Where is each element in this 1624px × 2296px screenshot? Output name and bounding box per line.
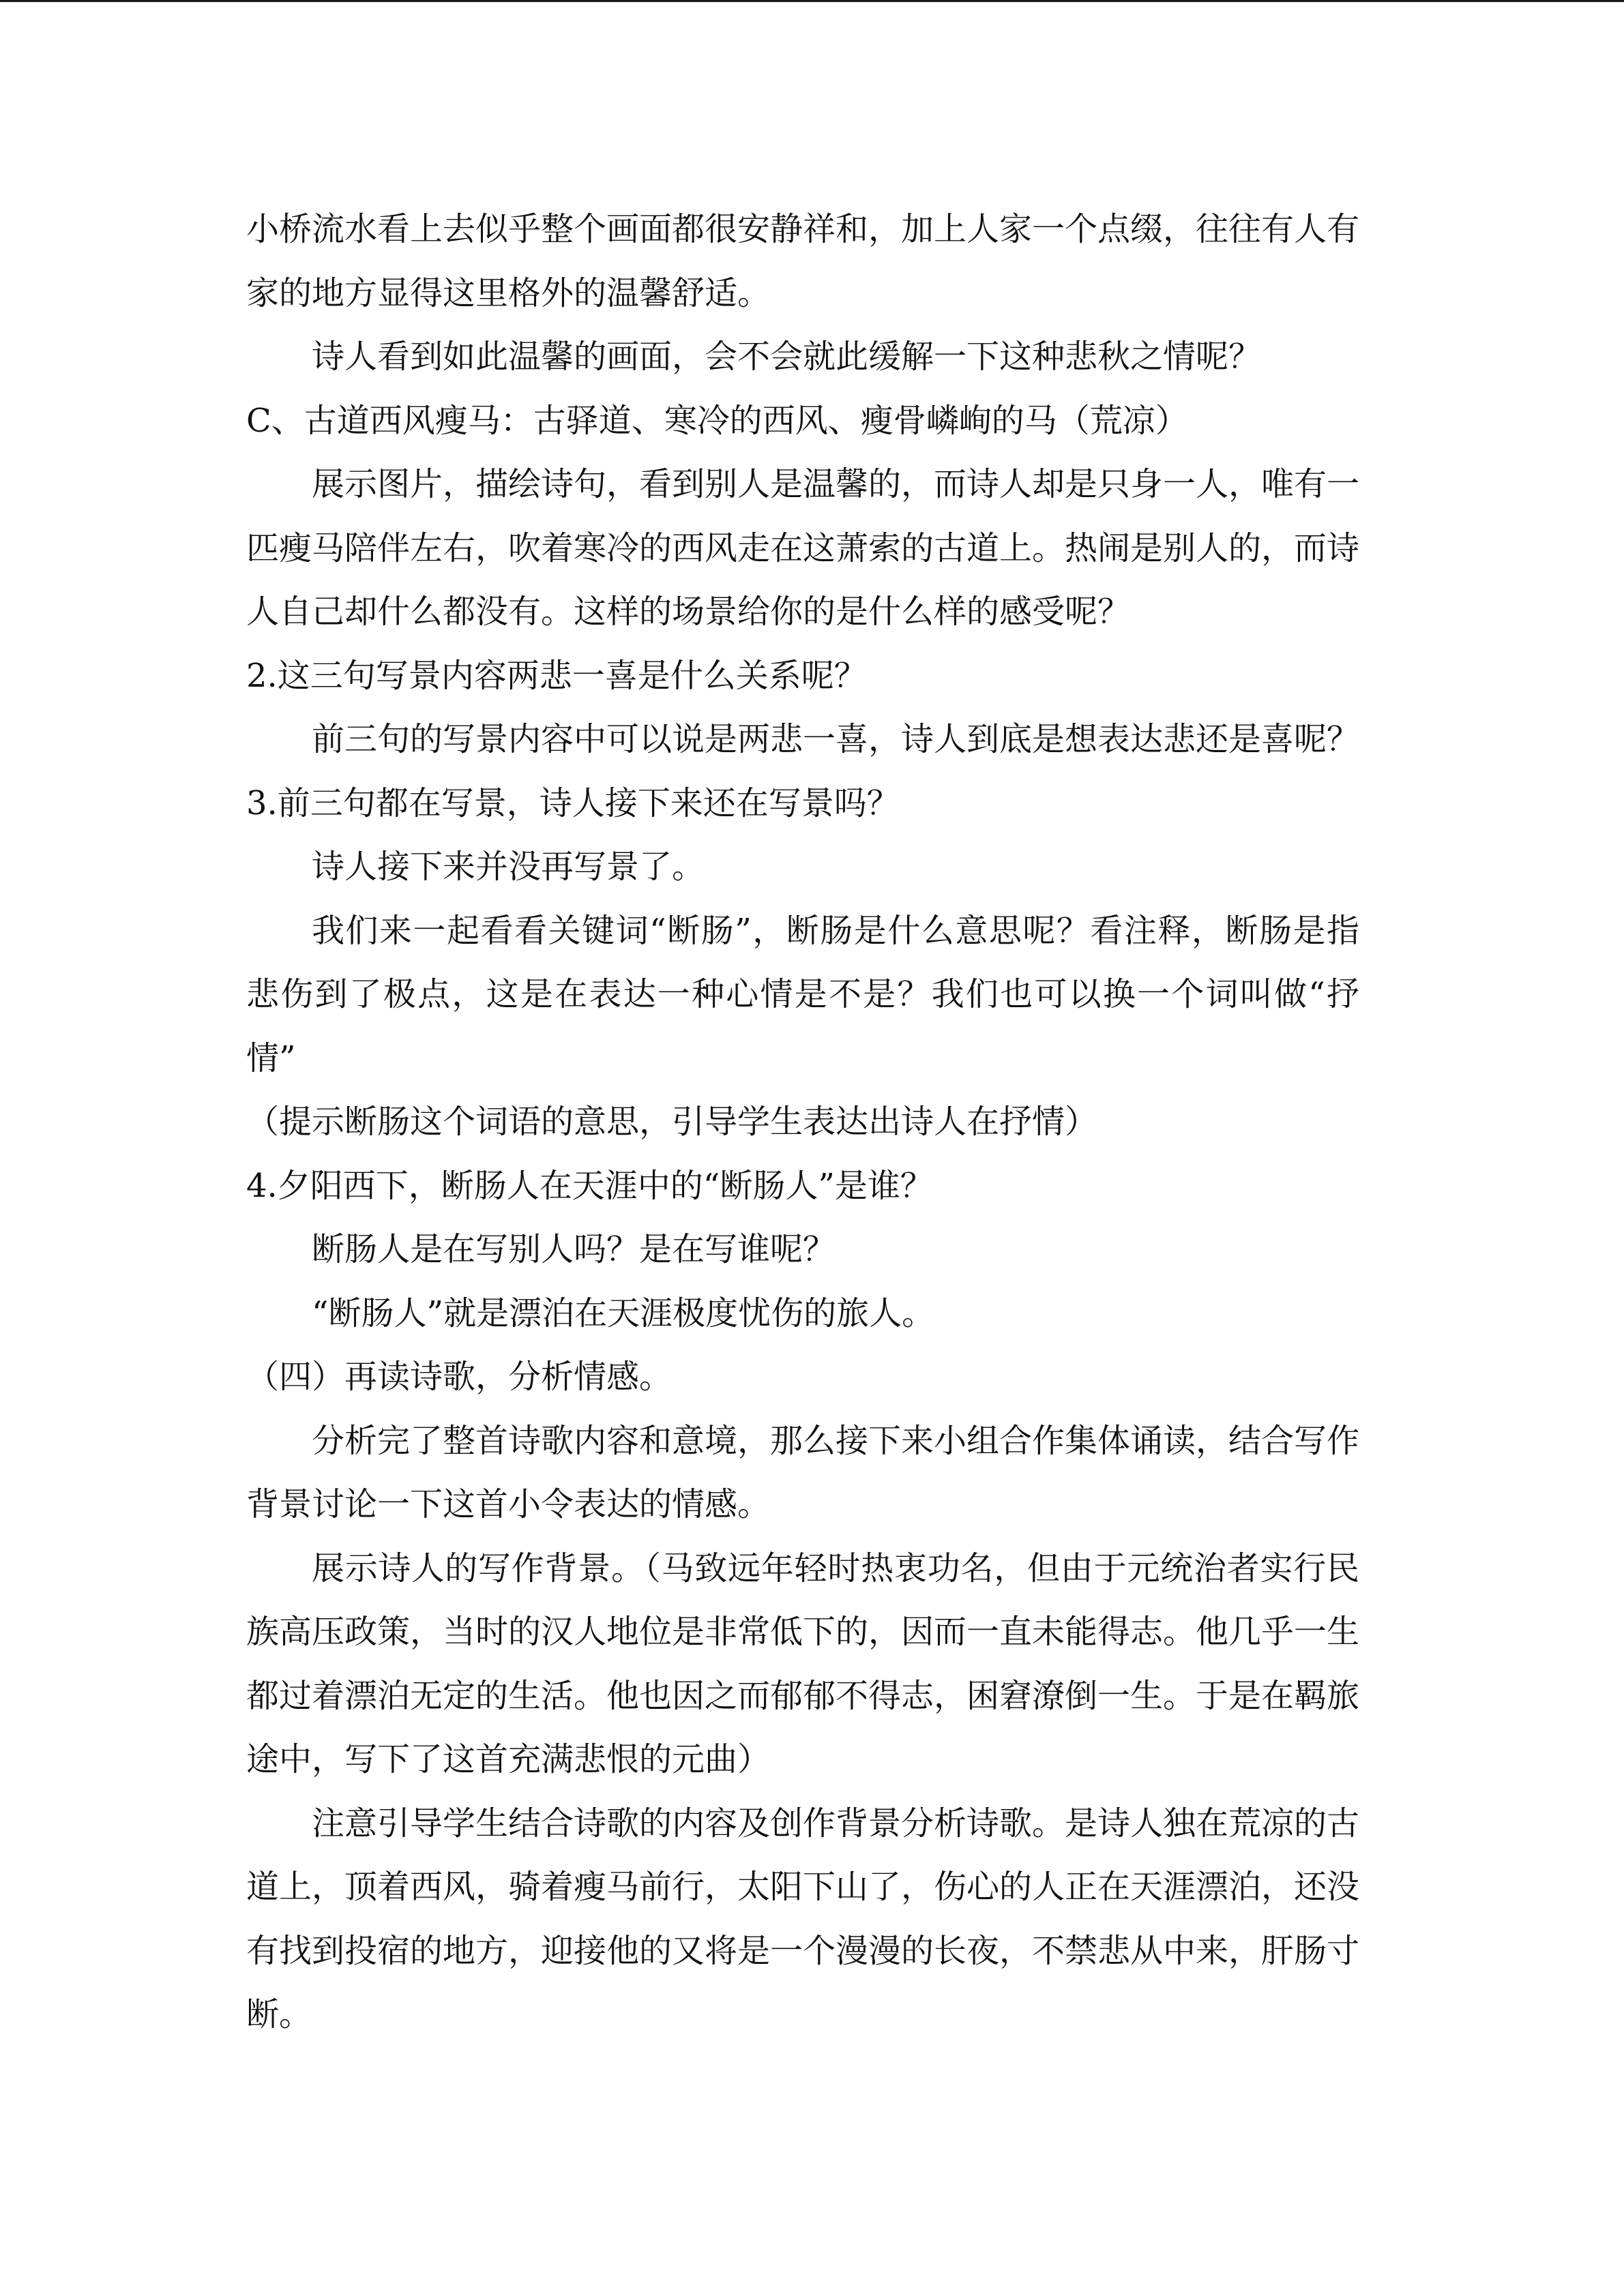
paragraph [246, 708, 1359, 772]
text-line: 分析完了整首诗歌内容和意境，那么接下来小组合作集体诵读，结合写作 [312, 1421, 1360, 1460]
paragraph [246, 899, 1359, 1091]
text-line: 我们来一起看看关键词“断肠”，断肠是什么意思呢？看注释，断肠是指 [312, 911, 1359, 950]
question-heading: 3.前三句都在写景，诗人接下来还在写景吗？ [246, 784, 900, 822]
text-line: 诗人看到如此温馨的画面，会不会就此缓解一下这种悲秋之情呢？ [312, 338, 1262, 376]
text-line: 途中，写下了这首充满悲恨的元曲） [246, 1740, 771, 1778]
section-heading: （四）再读诗歌，分析情感。 [246, 1358, 673, 1396]
document-body [246, 198, 1359, 2047]
text-line: 有找到投宿的地方，迎接他的又将是一个漫漫的长夜，不禁悲从中来，肝肠寸 [246, 1931, 1360, 1970]
text-line: 情” [246, 1039, 296, 1077]
text-line: 匹瘦马陪伴左右，吹着寒冷的西风走在这萧索的古道上。热闹是别人的，而诗 [246, 528, 1360, 567]
paragraph [246, 325, 1359, 389]
paragraph [246, 1154, 1359, 1219]
page-top-border [0, 0, 1624, 2]
question-heading: 4.夕阳西下，断肠人在天涯中的“断肠人”是谁？ [246, 1166, 933, 1205]
text-line: 断。 [246, 1995, 312, 2033]
text-line: 族高压政策，当时的汉人地位是非常低下的，因而一直未能得志。他几乎一生 [246, 1613, 1360, 1651]
paragraph [246, 1345, 1359, 1410]
text-line: 注意引导学生结合诗歌的内容及创作背景分析诗歌。是诗人独在荒凉的古 [312, 1804, 1360, 1843]
text-line: 悲伤到了极点，这是在表达一种心情是不是？我们也可以换一个词叫做“抒 [246, 975, 1359, 1013]
text-line: 断肠人是在写别人吗？是在写谁呢？ [312, 1230, 836, 1268]
text-line: （提示断肠这个词语的意思，引导学生表达出诗人在抒情） [246, 1103, 1098, 1141]
text-line: “断肠人”就是漂泊在天涯极度忧伤的旅人。 [312, 1294, 935, 1332]
paragraph [246, 1218, 1359, 1282]
text-line: 展示诗人的写作背景。（马致远年轻时热衷功名，但由于元统治者实行民 [312, 1549, 1359, 1587]
paragraph [246, 453, 1359, 644]
text-line: 背景讨论一下这首小令表达的情感。 [246, 1485, 771, 1523]
paragraph [246, 1792, 1359, 2047]
text-line: 展示图片，描绘诗句，看到别人是温馨的，而诗人却是只身一人，唯有一 [312, 465, 1360, 503]
paragraph [246, 835, 1359, 899]
paragraph [246, 1410, 1359, 1537]
paragraph [246, 1537, 1359, 1792]
paragraph [246, 389, 1359, 453]
text-line: 人自己却什么都没有。这样的场景给你的是什么样的感受呢？ [246, 593, 1131, 631]
paragraph [246, 644, 1359, 709]
text-line: 小桥流水看上去似乎整个画面都很安静祥和，加上人家一个点缀，往往有人有 [246, 210, 1360, 248]
section-heading: C、古道西风瘦马：古驿道、寒冷的西风、瘦骨嶙峋的马（荒凉） [246, 401, 1188, 440]
text-line: 都过着漂泊无定的生活。他也因之而郁郁不得志，困窘潦倒一生。于是在羁旅 [246, 1676, 1360, 1715]
paragraph [246, 772, 1359, 836]
question-heading: 2.这三句写景内容两悲一喜是什么关系呢？ [246, 656, 867, 695]
text-line: 道上，顶着西风，骑着瘦马前行，太阳下山了，伤心的人正在天涯漂泊，还没 [246, 1868, 1360, 1906]
paragraph [246, 198, 1359, 325]
text-line: 诗人接下来并没再写景了。 [312, 848, 705, 886]
paragraph [246, 1282, 1359, 1346]
text-line: 前三句的写景内容中可以说是两悲一喜，诗人到底是想表达悲还是喜呢？ [312, 720, 1360, 758]
paragraph [246, 1090, 1359, 1154]
text-line: 家的地方显得这里格外的温馨舒适。 [246, 273, 771, 312]
